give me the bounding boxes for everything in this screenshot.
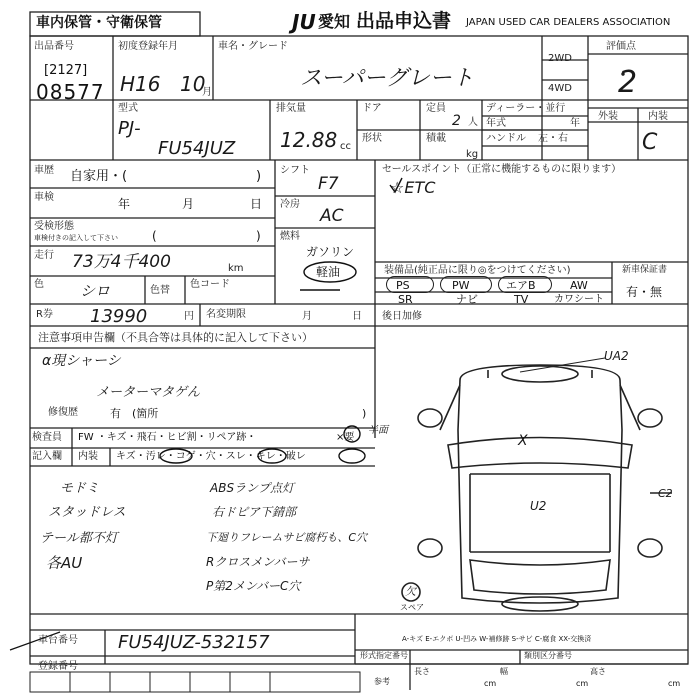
inspector-row-1: FW ・キズ・飛石・ヒビ割・リペア跡・: [78, 432, 257, 443]
year-unit: 年: [570, 118, 580, 129]
car-name-value: スーパーグレート: [300, 66, 474, 91]
first-registration-month: 10: [180, 72, 206, 96]
capacity-label: 定員: [426, 103, 446, 114]
equip-sr: SR: [398, 293, 413, 306]
exterior-label: 外装: [598, 111, 618, 122]
model-label: 型式: [118, 103, 138, 114]
load-label: 積載: [426, 133, 446, 144]
equip-pw-circle: [440, 276, 492, 293]
color-label: 色: [34, 279, 44, 290]
capacity-unit: 人: [468, 117, 478, 128]
inspector-row-2-prefix: 内装: [78, 451, 98, 462]
color-code-label: 色コード: [190, 279, 230, 290]
remark-left-3: テール都不灯: [40, 531, 118, 546]
reception-close: ): [256, 229, 261, 243]
inspector-row-1-end: ×要: [336, 432, 355, 443]
inspection-label: 車検: [34, 192, 54, 203]
diagram-mark-x: X: [518, 433, 528, 449]
equipment-label: 装備品(純正品に限り◎をつけてください): [384, 265, 571, 276]
remark-right-5: P第2メンバーC穴: [206, 579, 301, 593]
equip-aw: AW: [570, 279, 588, 292]
displacement-unit: cc: [340, 141, 351, 152]
inspection-year-unit: 年: [118, 197, 131, 211]
history-label: 車歴: [34, 165, 54, 176]
displacement-label: 排気量: [276, 103, 306, 114]
month-unit: 月: [202, 87, 212, 98]
fuel-label: 燃料: [280, 231, 300, 242]
name-change-label: 名変期限: [206, 309, 246, 320]
car-diagram: [402, 358, 672, 611]
inspection-day-unit: 日: [250, 197, 263, 211]
history-value: 自家用・(: [70, 169, 128, 184]
mileage-unit: km: [228, 263, 244, 274]
reception-open: (: [152, 229, 157, 243]
diagram-mark-u2: U2: [530, 499, 547, 513]
reception-note: 車検付きの記入して下さい: [34, 234, 118, 242]
remark-right-4: Rクロスメンバーサ: [206, 555, 310, 569]
shape-label: 形状: [362, 133, 382, 144]
inspector-row-2: キズ・汚レ・コゲ・穴・スレ・キレ・破レ: [116, 451, 306, 462]
drive-2wd: 2WD: [548, 53, 572, 64]
repair-history-value: 有: [110, 407, 121, 420]
load-unit: kg: [466, 149, 479, 160]
remark-left-2: スタッドレス: [48, 505, 126, 520]
lot-number: 08577: [36, 80, 105, 104]
repair-history-close: ): [362, 407, 367, 420]
spec-height-label: 高さ: [590, 667, 606, 676]
name-change-month: 月: [302, 311, 312, 322]
inspector-row-1-note: 半面: [368, 425, 388, 436]
handle-label: ハンドル: [486, 133, 526, 144]
remark-right-1: ABSランプ点灯: [210, 481, 295, 495]
fuel-option-diesel: 軽油: [316, 265, 341, 279]
sales-points-label: セールスポイント（正常に機能するものに限ります）: [382, 164, 622, 175]
mileage-value: 73万4千400: [72, 252, 171, 272]
chassis-label: 車台番号: [38, 635, 78, 646]
equip-ps: PS: [396, 279, 410, 292]
equip-ps-circle: [386, 276, 434, 293]
inspection-month-unit: 月: [182, 197, 195, 211]
ticket-value: 13990: [90, 306, 148, 327]
spare-label: スペア: [400, 603, 424, 612]
fuel-option-gasoline: ガソリン: [306, 245, 355, 259]
spec-width-label: 幅: [500, 667, 508, 676]
equip-navi: ナビ: [456, 293, 478, 306]
equip-airbag: エアB: [506, 279, 536, 292]
spec-length-unit: cm: [484, 679, 497, 688]
first-registration-label: 初度登録年月: [118, 41, 178, 52]
dealer-label: ディーラー・並行: [486, 103, 566, 114]
notes-line-1: α現シャーシ: [42, 353, 121, 369]
aircon-label: 冷房: [280, 199, 300, 210]
shift-value: F7: [318, 174, 339, 194]
notes-line-2: メーターマタゲん: [96, 385, 201, 400]
doors-label: ドア: [362, 103, 382, 114]
repair-history-paren: (箇所: [132, 407, 159, 420]
spec-height-unit: cm: [668, 679, 681, 688]
diagram-mark-c2: C2: [658, 487, 673, 500]
association-name: JAPAN USED CAR DEALERS ASSOCIATION: [466, 17, 671, 28]
spec-reference: 参考: [374, 677, 390, 686]
notes-title: 注意事項申告欄（不具合等は具体的に記入して下さい）: [38, 331, 313, 344]
lot-code: [2127]: [44, 63, 88, 78]
rating-value: 2: [618, 65, 638, 100]
spec-length-label: 長さ: [414, 667, 430, 676]
equip-leather-seat: カワシート: [554, 294, 604, 305]
shift-label: シフト: [280, 165, 310, 176]
inspector-entry-label: 記入欄: [32, 451, 62, 462]
capacity-value: 2: [452, 113, 461, 129]
storage-category: 車内保管・守衛保管: [36, 15, 162, 31]
history-close: ): [256, 169, 262, 184]
diagram-mark-ua2: UA2: [604, 349, 629, 363]
remark-right-2: 右ドピア下錆部: [212, 505, 297, 519]
remark-left-4: 各AU: [46, 554, 83, 572]
insurance-options: 有・無: [626, 285, 663, 299]
rating-label: 評価点: [606, 41, 636, 52]
ju-logo: JU: [292, 10, 316, 34]
ticket-label: R券: [36, 309, 53, 320]
inspector-label: 検査員: [32, 432, 62, 443]
equip-tv: TV: [514, 293, 529, 306]
model-value: FU54JUZ: [158, 138, 236, 159]
sheet-title: 出品申込書: [356, 10, 452, 32]
model-prefix: PJ-: [118, 118, 141, 139]
diagram-mark-missing: 欠: [405, 585, 416, 598]
color-value: シロ: [80, 282, 111, 300]
remark-right-3: 下廻りフレームサビ腐朽も、C穴: [206, 531, 368, 544]
equip-pw: PW: [452, 279, 470, 292]
aircon-value: AC: [320, 206, 344, 226]
car-name-label: 車名・グレード: [218, 41, 288, 52]
name-change-day: 日: [352, 311, 362, 322]
drive-4wd: 4WD: [548, 83, 572, 94]
ticket-unit: 円: [184, 311, 194, 322]
registration-label: 登録番号: [38, 661, 78, 672]
after-install-label: 後日加修: [382, 311, 422, 322]
color-change-label: 色替: [150, 285, 170, 296]
handle-options: 左・右: [538, 133, 568, 144]
reception-label: 受検形態: [34, 221, 74, 232]
mileage-label: 走行: [34, 250, 54, 261]
damage-legend: A-キズ E-エクボ U-凹み W-補修跡 S-サビ C-腐食 XX-交換済: [402, 635, 592, 643]
logo-text: 愛知: [318, 12, 351, 31]
spec-width-unit: cm: [576, 679, 589, 688]
first-registration-year: H16: [120, 72, 161, 96]
repair-history-label: 修復歴: [48, 407, 78, 418]
insurance-label: 新車保証書: [622, 265, 668, 275]
displacement-value: 12.88: [280, 128, 338, 152]
sales-points-value: ☆ETC: [390, 178, 436, 197]
chassis-value: FU54JUZ-532157: [118, 632, 270, 653]
interior-label: 内装: [648, 111, 668, 122]
lot-label: 出品番号: [34, 41, 74, 52]
remark-left-1: モドミ: [60, 481, 100, 496]
spec-type-number: 形式指定番号: [360, 651, 408, 660]
interior-value: C: [642, 130, 658, 155]
equip-airbag-circle: [498, 276, 552, 293]
year-label: 年式: [486, 118, 506, 129]
spec-class-number: 類別区分番号: [524, 651, 572, 660]
